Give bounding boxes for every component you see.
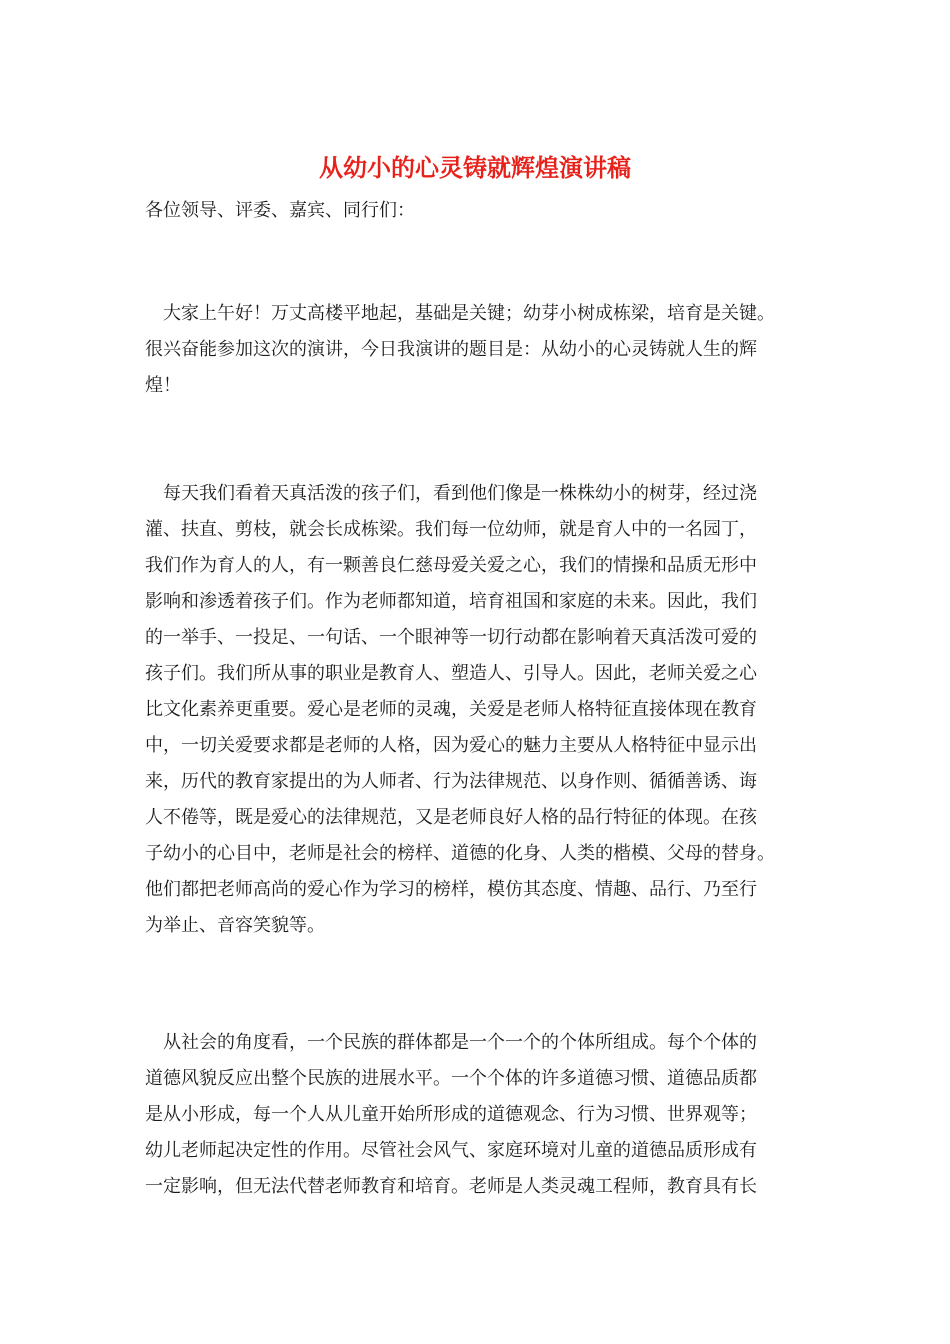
paragraph-line: 每天我们看着天真活泼的孩子们，看到他们像是一株株幼小的树芽，经过浇 bbox=[145, 483, 757, 504]
paragraph-line: 从社会的角度看，一个民族的群体都是一个一个的个体所组成。每个个体的 bbox=[145, 1032, 757, 1053]
paragraph-line: 很兴奋能参加这次的演讲，今日我演讲的题目是：从幼小的心灵铸就人生的辉 bbox=[145, 339, 757, 360]
paragraph-line: 为举止、音容笑貌等。 bbox=[145, 915, 325, 936]
paragraph-line: 大家上午好！万丈高楼平地起，基础是关键；幼芽小树成栋梁，培育是关键。 bbox=[145, 303, 775, 324]
paragraph-line: 中，一切关爱要求都是老师的人格，因为爱心的魅力主要从人格特征中显示出 bbox=[145, 735, 757, 756]
paragraph-line: 来，历代的教育家提出的为人师者、行为法律规范、以身作则、循循善诱、诲 bbox=[145, 771, 757, 792]
paragraph-line: 比文化素养更重要。爱心是老师的灵魂，关爱是老师人格特征直接体现在教育 bbox=[145, 699, 757, 720]
greeting-line: 各位领导、评委、嘉宾、同行们： bbox=[145, 200, 415, 221]
paragraph-line: 影响和渗透着孩子们。作为老师都知道，培育祖国和家庭的未来。因此，我们 bbox=[145, 591, 757, 612]
paragraph-line: 幼儿老师起决定性的作用。尽管社会风气、家庭环境对儿童的道德品质形成有 bbox=[145, 1140, 757, 1161]
paragraph-intro bbox=[145, 296, 825, 404]
paragraph-line: 人不倦等，既是爱心的法律规范，又是老师良好人格的品行特征的体现。在孩 bbox=[145, 807, 757, 828]
document-title: 从幼小的心灵铸就辉煌演讲稿 bbox=[319, 153, 631, 182]
paragraph-teachers-love bbox=[145, 476, 825, 944]
paragraph-line: 孩子们。我们所从事的职业是教育人、塑造人、引导人。因此，老师关爱之心 bbox=[145, 663, 757, 684]
paragraph-line: 道德风貌反应出整个民族的进展水平。一个个体的许多道德习惯、道德品质都 bbox=[145, 1068, 757, 1089]
paragraph-line: 子幼小的心目中，老师是社会的榜样、道德的化身、人类的楷模、父母的替身。 bbox=[145, 843, 775, 864]
paragraph-line: 煌！ bbox=[145, 375, 181, 396]
paragraph-line: 我们作为育人的人，有一颗善良仁慈母爱关爱之心，我们的情操和品质无形中 bbox=[145, 555, 757, 576]
paragraph-line: 是从小形成，每一个人从儿童开始所形成的道德观念、行为习惯、世界观等； bbox=[145, 1104, 757, 1125]
paragraph-line: 的一举手、一投足、一句话、一个眼神等一切行动都在影响着天真活泼可爱的 bbox=[145, 627, 757, 648]
paragraph-line: 灌、扶直、剪枝，就会长成栋梁。我们每一位幼师，就是育人中的一名园丁， bbox=[145, 519, 757, 540]
paragraph-line: 他们都把老师高尚的爱心作为学习的榜样，模仿其态度、情趣、品行、乃至行 bbox=[145, 879, 757, 900]
paragraph-society bbox=[145, 1025, 825, 1205]
paragraph-line: 一定影响，但无法代替老师教育和培育。老师是人类灵魂工程师，教育具有长 bbox=[145, 1176, 757, 1197]
